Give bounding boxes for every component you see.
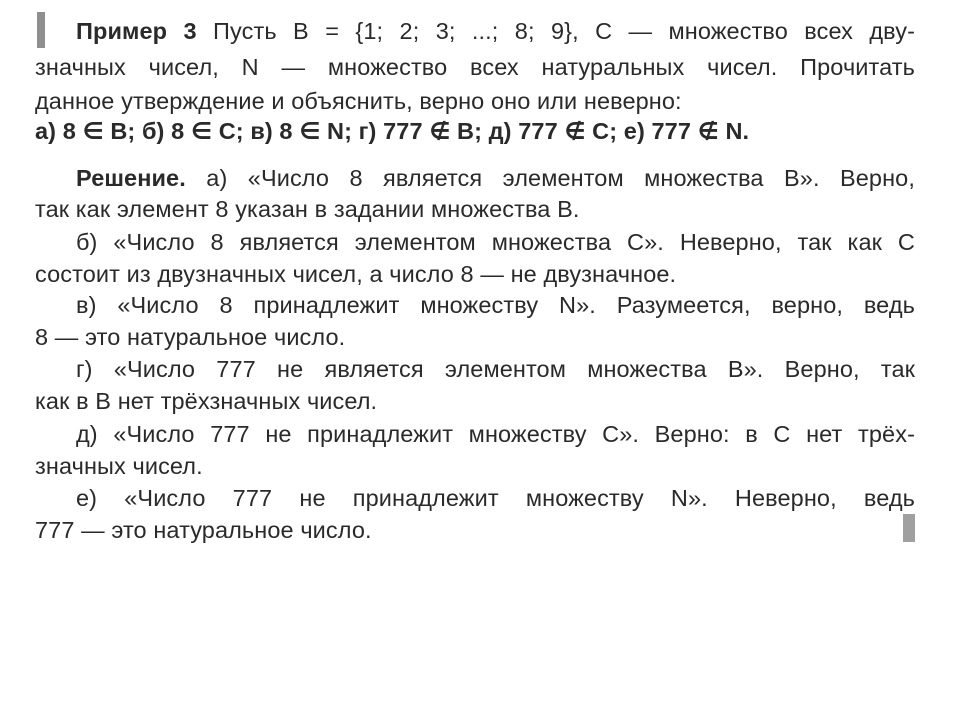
example-line-1-text: Пусть B = {1; 2; 3; ...; 8; 9}, C — множество всех дву- — [213, 18, 916, 44]
solution-line-7: г) «Число 777 не является элементом множества B». Верно, так — [76, 356, 915, 382]
solution-line-4: состоит из двузначных чисел, а число 8 — не двузначное. — [35, 261, 677, 287]
solution-line-3: б) «Число 8 является элементом множества C». Неверно, так как C — [76, 229, 915, 255]
solution-line-12: 777 — это натуральное число. — [35, 517, 372, 543]
solution-line-5: в) «Число 8 принадлежит множеству N». Разумеется, верно, ведь — [76, 292, 915, 318]
solution-line-1-text: а) «Число 8 является элементом множества B». Верно, — [206, 165, 915, 191]
example-line-2: значных чисел, N — множество всех натуральных чисел. Прочитать — [35, 54, 915, 80]
solution-line-6: 8 — это натуральное число. — [35, 324, 346, 350]
example-line-1 — [76, 17, 915, 46]
solution-line-10: значных чисел. — [35, 453, 203, 479]
solution-line-1 — [76, 164, 915, 193]
left-margin-bar — [37, 12, 45, 48]
solution-line-2: так как элемент 8 указан в задании множества B. — [35, 196, 580, 222]
solution-line-9: д) «Число 777 не принадлежит множеству C». Верно: в C нет трёх- — [76, 421, 915, 447]
example-line-4: а) 8 ∈ B; б) 8 ∈ C; в) 8 ∈ N; г) 777 ∉ B; д) 777 ∉ C; е) 777 ∉ N. — [35, 118, 750, 144]
example-label: Пример 3 — [76, 18, 197, 44]
solution-line-8: как в B нет трёхзначных чисел. — [35, 388, 378, 414]
solution-label: Решение. — [76, 165, 186, 191]
example-line-3: данное утверждение и объяснить, верно оно или неверно: — [35, 88, 682, 114]
solution-line-11: е) «Число 777 не принадлежит множеству N». Неверно, ведь — [76, 485, 915, 511]
